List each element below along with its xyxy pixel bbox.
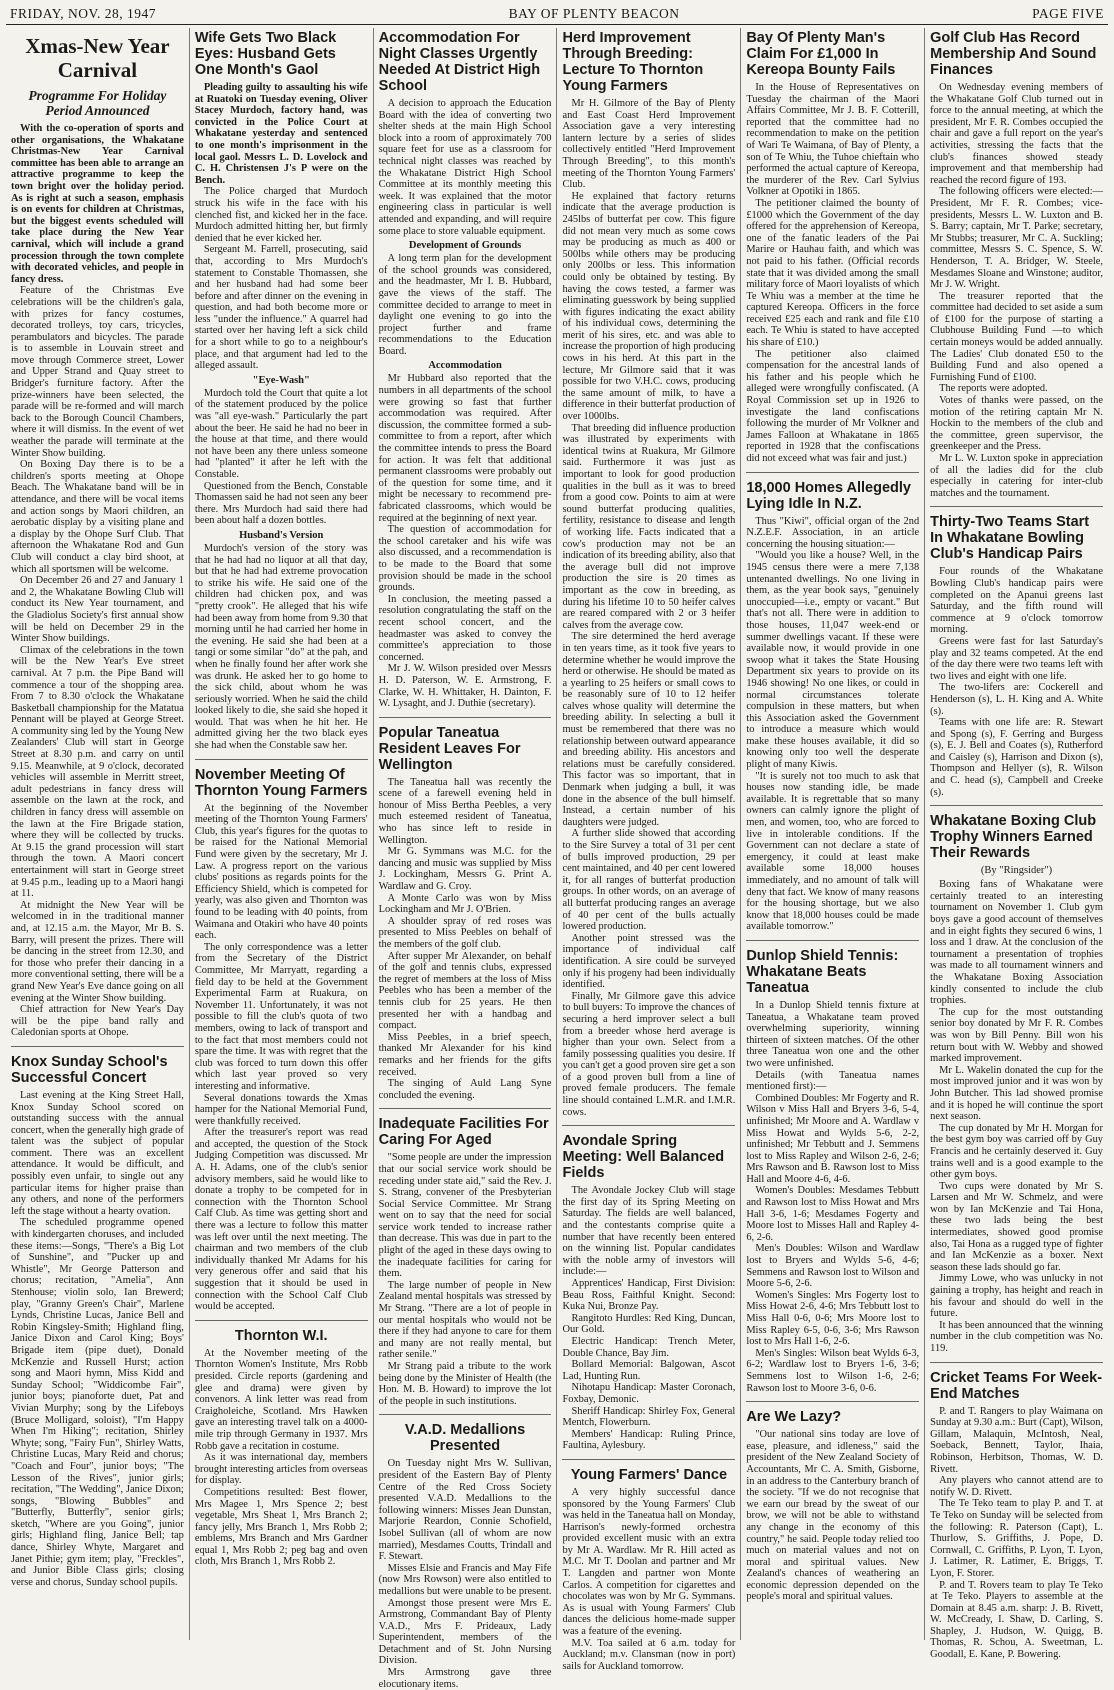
article-paragraph: Teams with one life are: R. Stewart and Spong (s), F. Gerring and Burgess (s), E. J. Bell and Coates (s), Rutherford and Caisley (s), Harrison and Dixon (s), Thompson and Hellyer (s), R. Wilson and C. head (s), Campbell and Creeke (s). — [930, 717, 1103, 798]
article-headline: Thornton W.I. — [234, 1327, 328, 1344]
article — [930, 30, 1103, 499]
article-paragraph: Combined Doubles: Mr Fogerty and R. Wilson v Miss Hall and Bryers 3-6, 5-4, unfinished; Mr Moore and A. Wardlaw v Miss Howat and Wylds 5-6, 2-2, unfinished; Mr Tebbutt and J. Semmens lost to Miss Rapley and Wilson 2-6, 2-6; Mrs Rawson and B. Rawson lost to Miss Hall and Moore 4-6, 4-6. — [746, 1092, 920, 1185]
article-paragraph: P. and T. Rangers to play Waimana on Sunday at 9.30 a.m.: Burt (Capt), Wilson, Gillam, Malaquin, McIntosh, Neal, Soeback, Bennett, Taylor, Ihaia, Robinson, Herbitson, Thomas, W. D. Rivett. — [930, 1405, 1103, 1475]
article-paragraph: At the November meeting of the Thornton Women's Institute, Mrs Robb presided. Circle reports (gardening and glee and drama) were given by convenors. A link letter was read from Craigholeiche, Scotland. Mrs Hawken gave an interesting travel talk on a 4000-mile trip through Germany in 1937. Mrs Robb gave a recitation in costume. — [194, 1347, 368, 1452]
article-paragraph: Sheriff Handicap: Shirley Fox, General Mentch, Flowerburn. — [562, 1405, 736, 1429]
article-paragraph: Any players who cannot attend are to notify W. D. Rivett. — [930, 1475, 1103, 1498]
column-5 — [740, 28, 924, 1640]
article-paragraph: "Some people are under the impression that our social service work should be receding under state aid," said the Rev. J. S. Strang, convener of the Presbyterian Social Service Committee. Mr Strang went on to say that the need for social service work tended to increase rather than decrease. This was due in part to the plight of the aged in these days owing to the inadequate facilities for caring for them. — [378, 1152, 552, 1280]
article-paragraph: A Monte Carlo was won by Miss Lockingham and Mr J. O'Brien. — [378, 892, 552, 916]
article-paragraph: Four rounds of the Whakatane Bowling Club's handicap pairs were completed on the Apanui greens last Saturday, and the fifth round will commence at 9 o'clock tomorrow morning. — [930, 566, 1103, 636]
article-paragraph: "It is surely not too much to ask that houses now standing idle, be made available. It is regrettable that so many owners can calmly ignore the plight of men, and women, too, who are forced to live in intolerable conditions. If the Government can not declare a state of emergency, it could at least make available some 18,000 houses immediately, and no amount of talk will deny that fact. We know of many reasons for the housing shortage, but we also know that 18,000 houses could be made available tomorrow." — [746, 770, 920, 933]
article-paragraph: The only correspondence was a letter from the Secretary of the District Committee, Mr Marryatt, regarding a field day to be held at the Government Experimental Farm at Ruakura, on November 11. Unfortunately, it was not possible to fill the club's quota of two members, owing to lack of transport and to the fact that most members could not spare the time. It was with regret that the club was forced to turn down this offer which last year proved so very interesting and informative. — [194, 941, 368, 1092]
article — [379, 1414, 552, 1690]
article-paragraph: As it was international day, members brought interesting articles from overseas for display. — [194, 1452, 368, 1487]
article-paragraph: On Tuesday night Mrs W. Sullivan, president of the Eastern Bay of Plenty Centre of the Red Cross Society presented V.A.D. Medallions to the following winners: Misses Jean Dunstan, Marjorie Reardon, Connie Schofield, Isobel Sullivan (all of whom are now married), Mesdames Coutts, Trindall and F. Stewart. — [378, 1458, 552, 1563]
article-paragraph: On Boxing Day there is to be a children's sports meeting at Ohope Beach. The Whakatane band will be in attendance, and there will be vocal items and action songs by Maori children, an aerobatic display by a visiting plane and a display by the Ohope Surf Club. That afternoon the Whakatane Rod and Gun Club will conduct a clay bird shoot, at which all sportsmen will be welcome. — [11, 459, 184, 575]
column-1 — [6, 28, 189, 1640]
article — [746, 472, 919, 933]
article-paragraph: Mr G. Symmans was M.C. for the dancing and music was supplied by Miss J. Lockingham, Messrs G. Print A. Wardlaw and G. Croy. — [378, 846, 552, 893]
article-paragraph: The large number of people in New Zealand mental hospitals was stressed by Mr Strang. "There are a lot of people in our mental hospitals who would not be there if they had anyone to care for them and many are not really mental, but rather senile." — [378, 1279, 552, 1361]
article-paragraph: Boxing fans of Whakatane were certainly treated to an interesting tournament on November 1. Club gym boys gave a good account of themselves and in eight fights they secured 6 wins, 1 loss and 1 draw. At the conclusion of the tournament a presentation of trophies was made to all tournament winners and the Whakatane Boxing Association kindly consented to include the club trophies. — [930, 879, 1103, 1007]
article — [746, 1401, 919, 1603]
article-paragraph: The petitioner claimed the bounty of £1000 which the Government of the day offered for the apprehension of Kereopa, one of the fanatic leaders of the Pai Marire or Hauhau faith, and which was not paid to his father. (Official records state that it was divided among the small military force of Maori loyalists of which Te Whiu was a member at the time he captured Kereopa. Officers in the force received £25 each and rank and file £10 each. Te Whiu is stated to have accepted his share of £10.) — [746, 197, 920, 349]
article — [746, 30, 919, 465]
article-paragraph: Two cups were donated by Mr S. Larsen and Mr W. Schmelz, and were won by Ian McKenzie and Tai Hona, these two lads being the best intermediates, showed good promise also, Tai Hona as a rugged type of fighter and Ian McKenzie as a boxer. Next season these lads should go far. — [930, 1180, 1103, 1273]
article-paragraph: Pleading guilty to assaulting his wife at Ruatoki on Tuesday evening, Oliver Stacey Murdoch, factory hand, was convicted in the Police Court at Whakatane yesterday and sentenced to one month's imprisonment in the local gaol. Messrs L. D. Lovelock and C. H. Christensen J's P were on the Bench. — [194, 82, 368, 186]
article-paragraph: On December 26 and 27 and January 1 and 2, the Whakatane Bowling Club will conduct its New Year tournament, and the Gladiolus Society's first annual show will be held on December 29 in the Winter Show buildings. — [11, 575, 184, 645]
article-headline: Cricket Teams For Week-End Matches — [930, 1369, 1103, 1402]
article-columns — [6, 28, 1108, 1690]
article-paragraph: The sire determined the herd average in ten years time, as it took five years to determine whether he would improve the herd or otherwise. He should be mated as a yearling to 25 heifers or small cows to be reasonably sure of 10 to 12 heifer calves whose quality will determine the breeding ability. In selecting a bull it must be remembered that there was no relationship between outward appearance and breeding ability. His ancestors and relations must be carefully considered. This factor was so important, that in Denmark when judging a bull, it was done in the absence of the bull himself. Instead, a certain number of his daughters were judged. — [562, 631, 736, 828]
article-paragraph: The cup donated by Mr H. Morgan for the best gym boy was carried off by Guy Francis and he certainly deserved it. Guy trains well and is a good example to the other gym boys. — [930, 1122, 1103, 1181]
article-paragraph: At midnight the New Year will be welcomed in in the traditional manner and, at 12.15 a.m. the Mayor, Mr B. S. Barry, will present the prizes. There will be dancing in the street from 12.30, and for those who prefer their dancing in a more conventional setting, there will be a grand New Year's Eve dance going on all evening at the Winter Show building. — [11, 899, 184, 1004]
article-paragraph: Mr L. Wakelin donated the cup for the most improved junior and it was won by John Butcher. This lad showed promise and it is hoped he will continue the sport next season. — [930, 1064, 1103, 1123]
article-headline: Herd Improvement Through Breeding: Lecture To Thornton Young Farmers — [562, 30, 704, 94]
article-headline: Knox Sunday School's Successful Concert — [11, 1053, 168, 1086]
article — [11, 34, 184, 1039]
article-paragraph: Sergeant M. Farrell, prosecuting, said that, according to Mrs Murdoch's statement to Constable Thomassen, she and her husband had had some beer before and after dinner on the evening in question, and had both become more or less "under the influence." A quarrel had started over her having left a sick child for a short while to go to a neighbour's place, and that argument had led to the alleged assault. — [194, 244, 368, 372]
article-paragraph: The Te Teko team to play P. and T. at Te Teko on Sunday will be selected from the following: R. Paterson (Capt), L. Thurlow, S. Griffiths, J. Pope, D. Cornwall, C. Griffiths, P. Lyon, T. Lyon, J. Latimer, R. Latimer, E. Briggs, T. Lyon, F. Storer. — [930, 1498, 1103, 1579]
article-paragraph: P. and T. Rovers team to play Te Teko at Te Teko. Players to assemble at the Domain at 8.45 a.m. sharp: J. B. Rivett, W. McCready, I. Shaw, D. Carling, S. Shapley, J. Hudson, W. Quigg, B. Thomas, R. Schou, A. Sweetman, L. Goodall, E. Kane, P. Bowering. — [930, 1579, 1103, 1661]
article-paragraph: The singing of Auld Lang Syne concluded the evening. — [378, 1078, 552, 1101]
masthead — [6, 2, 1108, 25]
article-paragraph: He explained that factory returns indicate that the average production is 245lbs of butterfat per cow. This figure did not mean very much as some cows may be producing as much as 400 or 500lbs while others may be producing only 200lbs or less. This information could only be obtained by testing. By having the cows tested, a farmer was eliminating guesswork by being supplied with figures indicating the exact ability of his individual cows, determining the merit of his sires, etc. and was able to increase the proportion of high producing cows in his herd. At this part in the lecture, Mr Gilmore said that it was possible for two V.H.C. cows, producing the same amount of milk, to have a difference in their butterfat production of over 1000lbs. — [562, 190, 736, 423]
article-headline: Accommodation For Night Classes Urgently Needed At District High School — [378, 30, 541, 94]
article-paragraph: That breeding did influence production was illustrated by experiments with identical twins at Ruakura, Mr Gilmore said. Furthermore it was just as important to look for good production qualities in the bull as it was to breed from a good cow. Points to aim at were sound butterfat producing qualities, fertility, resistance to disease and length of working life. Facts indicated that a cow's production may not be an indication of its breeding ability, also that the average bull did not improve production the sire is 20 times as important as the cow in breeding, as during his lifetime 10 to 50 heifer calves are reared compared with 2 or 3 heifer calves from the average cow. — [562, 422, 736, 631]
masthead-page-number: PAGE FIVE — [1032, 6, 1104, 21]
article-headline: Whakatane Boxing Club Trophy Winners Earned Their Rewards — [930, 813, 1097, 862]
article-paragraph: Mr J. W. Wilson presided over Messrs H. D. Paterson, W. E. Armstrong, F. Clarke, W. H. Whittaker, H. Dainton, F. W. Lysaght, and J. Duthie (secretary). — [378, 663, 552, 710]
article-paragraph: Men's Singles: Wilson beat Wylds 6-3, 6-2; Wardlaw lost to Bryers 1-6, 3-6; Semmens lost to Wilson 1-6, 2-6; Rawson lost to Moore 3-6, 0-6. — [746, 1347, 920, 1394]
article-subheading: "Eye-Wash" — [252, 374, 310, 386]
article-paragraph: On Wednesday evening members of the Whakatane Golf Club turned out in force to the annual meeting, at which the president, Mr F. R. Combes occupied the chair and gave a full report on the year's activities, stressing the facts that the club's finances showed steady improvement and that membership had reached the record figure of 193. — [930, 82, 1103, 186]
article-paragraph: Mrs Armstrong gave three elocutionary items. — [378, 1667, 552, 1690]
article-paragraph: Another point stressed was the importance of individual calf identification. A sire could be surveyed only if his progeny had been individually identified. — [562, 932, 736, 991]
article-paragraph: Climax of the celebrations in the town will be the New Year's Eve street carnival. At 7 p.m. the Pipe Band will commence a tour of the shopping area. From 7 to 8.30 o'clock the Whakatane Basketball championship for the Matatua Pennant will be played at George Street. A community sing led by the Young New Zealanders' Club will start in George Street at 8.30 p.m. and carry on until 9.15. Meanwhile, at 9 o'clock, decorated vehicles will assemble in Merritt street, adult pedestrians in fancy dress will assemble on the lawn at the rock, and children in fancy dress will assemble on the lawn at the Fire Brigade station, where they will be collected by trucks. At 9.15 the grand procession will start through the town. A Maori concert entertainment will start in George street at 9.45 p.m., leading up to a Maori hangi at 11. — [11, 644, 184, 900]
article-paragraph: The two-lifers are: Cockerell and Henderson (s), L. H. King and A. White (s). — [930, 682, 1103, 717]
masthead-date: FRIDAY, NOV. 28, 1947 — [10, 6, 157, 21]
article-paragraph: After supper Mr Alexander, on behalf of the golf and tennis clubs, expressed the regret of members at the loss of Miss Peebles who has been a member of the tennis club for 25 years. He then presented her with a handbag and compact. — [378, 950, 552, 1032]
article-paragraph: The treasurer reported that the committee had decided to set aside a sum of £100 for the purpose of starting a Clubhouse Building Fund —to which certain moneys would be added annually. The Ladies' Club donated £50 to the Building Fund and also opened a Furnishing Fund of £100. — [930, 290, 1103, 383]
article-headline: 18,000 Homes Allegedly Lying Idle In N.Z. — [746, 479, 911, 512]
article-headline: Dunlop Shield Tennis: Whakatane Beats Taneatua — [746, 947, 899, 996]
article-paragraph: Finally, Mr Gilmore gave this advice to bull buyers: To improve the chances of securing a herd improver select a bull from a breeder whose herd average is higher than your own. Select from a family possessing qualities you desire. If you can't get a good proven sire get a son of a good proven bull from a line of proved female producers. The female line should contained L.M.R. and I.M.R. cows. — [562, 990, 736, 1118]
article-paragraph: Misses Elsie and Francis and May Fife (now Mrs Rowson) were also entitled to medallions but were unable to be present. — [378, 1562, 552, 1597]
article-headline: November Meeting Of Thornton Young Farmers — [194, 766, 368, 799]
article — [930, 1362, 1103, 1661]
article — [195, 1320, 368, 1568]
article-paragraph: Feature of the Christmas Eve celebrations will be the children's gala, with prizes for fancy costumes, decorated trolleys, toy cars, tricycles, perambulators and bicycles. The parade is to assemble in Louvain street and move through Commerce street, Lower and Upper Strand and Quay street to Bridger's furniture factory. After the prize-winners have been selected, the parade will be re-formed and will march back to the Borough Council Chambers, where it will dismiss. In the event of wet weather the parade will terminate at the Winter Show building. — [11, 285, 184, 459]
article-paragraph: Chief attraction for New Year's Day will be the pipe band rally and Caledonian sports at Ohope. — [11, 1004, 184, 1039]
article-paragraph: M.V. Toa sailed at 6 a.m. today for Auckland; m.v. Clansman (now in port) sails for Auckland tomorrow. — [562, 1637, 736, 1672]
article-paragraph: The cup for the most outstanding senior boy donated by Mr F. R. Combes was won by Bill Penny. Bill won his return bout with W. Webby and showed marked improvement. — [930, 1006, 1103, 1065]
article-paragraph: The Avondale Jockey Club will stage the first day of its Spring Meeting on Saturday. The fields are well balanced, and the contestants comprise quite a number that have recently been entered on the winning list. Popular candidates with the noble army of investors will include:— — [562, 1185, 736, 1278]
article-subheading: Development of Grounds — [408, 240, 522, 252]
article-paragraph: A very highly successful dance sponsored by the Young Farmers' Club was held in the Taneatua hall on Monday, Harrison's newly-formed orchestra provided excellent music with an extra by Mr A. Wardlaw. Mr R. Hill acted as M.C. Mr T. Doolan and partner and Mr T. Langden and partner won Monte Carlos. A competition for cigarettes and chocolates was won by Mr G. Symmans. As is usual with Young Farmers' Club dances the delicious home-made supper was a feature of the evening. — [562, 1486, 736, 1638]
column-2 — [189, 28, 373, 1640]
article-paragraph: In a Dunlop Shield tennis fixture at Taneatua, a Whakatane team proved overwhelming superiority, winning thirteen of sixteen matches. Of the other three Taneatua won one and the other two were unfinished. — [746, 999, 920, 1069]
article-paragraph: Bollard Memorial: Balgowan, Ascot Lad, Hunting Run. — [562, 1359, 736, 1382]
article-paragraph: The reports were adopted. — [939, 383, 1048, 395]
article — [379, 1108, 552, 1407]
article-paragraph: Murdoch told the Court that quite a lot of the statement produced by the police was "all eye-wash." Particularly the part about the beer. He said he had no beer in the house at that time, and there would not have been any there unless someone had "planted" it after he left with the Constable. — [194, 387, 368, 480]
article-paragraph: The scheduled programme opened with kindergarten choruses, and included these items:—Songs, "There's a Big Lot of Sunshine", and "Pucker up and Whistle", Mr George Patterson and chorus; recitation, "Amelia", Ann Stenhouse; violin solo, Ian Brewerd; play, "Granny Green's Chair", Marlene Lynds, Christine Lucas, Janice Bell and Robin Kingsley-Smith; Highland fling, Janice Dixon and Carol King; Boys' Brigade item (pipe duet), Donald McKenzie and Russell Hurst; action song and Maori hymn, Miss Kidd and Sunday School; "Widdicombe Fair", junior boys; pianoforte duet, Pat and Vivian Murphy; song by the Lifeboys (Bruce Molligard, soloist), "I'm Happy When I'm Hiking"; recitation, Shirley Whyte; song, "Fairy Fun", Shirley Watts, Christine Lucas, Mary Reid and chorus; "Coach and Four", junior boys; "The Lesson of the Rives", junior girls; recitation, "The Wedding", Janice Dixon; songs, "Blowing Bubbles" and "Butterfly, Butterfly", senior girls; sketch, "Where are you Going", junior girls; Highland fling, Janice Bell; tap dance, Shirley Whyte, Margaret and Janet Pithie; gym item; play, "Freckles", and Junior Bible Class girls; closing verse and chorus, Sunday school pupils. — [11, 1217, 184, 1588]
article-paragraph: Members' Handicap: Ruling Prince, Faultina, Aylesbury. — [562, 1428, 736, 1452]
article-paragraph: Questioned from the Bench, Constable Thomassen said he had not seen any beer there. Mrs Murdoch had said there had been about half a dozen bottles. — [194, 480, 368, 527]
article-paragraph: The following officers were elected:—President, Mr F. R. Combes; vice-presidents, Messrs L. W. Luxton and B. S. Barry; captain, Mr T. Parke; secretary, Mr Stubbs; treasurer, Mr C. A. Suckling; committee, Messrs S. C. Spence, S. W. Henderson, T. A. Bridger, W. Steele, Mesdames Sloane and Winstone; auditor, Mr J. W. Wright. — [930, 186, 1103, 291]
article-paragraph: A decision to approach the Education Board with the idea of converting two shelter sheds at the main High School block into a room of approximately 700 square feet for use as a classroom for technical night classes was reached by the Whakatane District High School Committee at its monthly meeting this week. It was explained that the motor engineering class in particular is well attended and expanding, and will require some place to store valuable equipment. — [378, 98, 552, 237]
article-paragraph: The petitioner also claimed compensation for the ancestral lands of his father and his people which he alleged were wrongfully confiscated. (A Royal Commission set up in 1926 to investigate the land confiscations following the murder of Mr Volkner and James Falloon at Whakatane in 1865 reported in 1928 that the confiscations did not exceed what was fair and just.) — [746, 348, 920, 464]
article-paragraph: The question of accommodation for the school caretaker and his wife was also discussed, and a recommendation is to be made to the Board that some provision should be made in the school grounds. — [378, 524, 552, 594]
article-headline: Bay Of Plenty Man's Claim For £1,000 In Kereopa Bounty Fails — [746, 30, 896, 78]
article-byline: (By "Ringsider") — [980, 865, 1053, 877]
article-headline: Wife Gets Two Black Eyes: Husband Gets One Month's Gaol — [194, 30, 337, 78]
article-paragraph: Mr L. W. Luxton spoke in appreciation of all the ladies did for the club especially in catering for inter-club matches and the tournament. — [930, 453, 1103, 499]
article — [930, 805, 1103, 1354]
article-paragraph: Nihotapu Handicap: Master Coronach, Foxbay, Demonic. — [562, 1382, 736, 1405]
article-paragraph: Competitions resulted: Best flower, Mrs Magee 1, Mrs Spence 2; best vegetable, Mrs Sheat 1, Mrs Branch 2; fancy jelly, Mrs Branch 1, Mrs Robb 2; emblems, Mrs Branch and Mrs Gardner equal 1, Mrs Robb 2; peg bag and oven cloth, Mrs Branch 1, Mrs Robb 2. — [194, 1486, 368, 1568]
article-paragraph: With the co-operation of sports and other organisations, the Whakatane Christmas-New Year Carnival committee has been able to arrange an attractive programme to keep the town bright over the holiday period. As is right at such a season, emphasis is on events for children at Christmas, but the biggest events scheduled will take place during the New Year carnival, which will include a grand procession through the town complete with decorated vehicles, and people in fancy dress. — [11, 123, 184, 285]
article-headline: V.A.D. Medallions Presented — [404, 1422, 526, 1455]
article-paragraph: Men's Doubles: Wilson and Wardlaw lost to Bryers and Wylds 5-6, 4-6; Semmens and Rawson lost to Wilson and Moore 5-6, 2-6. — [746, 1243, 920, 1290]
article-paragraph: Rangitoto Hurdles: Red King, Duncan, Our Gold. — [562, 1312, 736, 1336]
article-paragraph: Last evening at the King Street Hall, Knox Sunday School scored on outstanding success with the annual concert, when the generally high grade of talent was the subject of popular comment. There was an excellent attendance. It would be difficult, and possibly even unfair, to single out any particular items for higher praise than any others, and none of the performers left the stage without a hearty ovation. — [11, 1089, 184, 1217]
article-paragraph: In conclusion, the meeting passed a resolution congratulating the staff on the recent school concert, and the headmaster was asked to convey the committee's appreciation to those concerned. — [378, 593, 552, 663]
article-paragraph: A long term plan for the development of the school grounds was considered, and the headmaster, Mr I. B. Hubbard, gave the views of the staff. The committee decided to arrange to meet in daylight one evening to go into the project further and frame recommendations to the Education Board. — [378, 253, 552, 357]
article-paragraph: Greens were fast for last Saturday's play and 32 teams competed. At the end of the day there were two teams left with two lives and eight with one life. — [930, 635, 1103, 682]
article-deck: Programme For Holiday Period Announced — [28, 88, 167, 118]
article-headline: Popular Taneatua Resident Leaves For Wellington — [378, 724, 521, 773]
article-subheading: Husband's Version — [239, 529, 324, 541]
article-headline: Thirty-Two Teams Start In Whakatane Bowling Club's Handicap Pairs — [930, 514, 1090, 563]
article-paragraph: Votes of thanks were passed, on the motion of the retiring captain Mr N. Hockin to the members of the club and the committee, green supervisor, the greenkeeper and the Press. — [930, 395, 1103, 453]
article-paragraph: In the House of Representatives on Tuesday the chairman of the Maori Affairs Committee, Mr J. B. F. Cotterill, reported that the committee had no recommendation to make on the petition of Wari Te Waimana, of Bay of Plenty, a son of Te Whiu, the Tuhoe chieftain who performed the actual capture of Kereopa, the murderer of the Rev. Carl Sylvius Volkner at Opotiki in 1865. — [746, 82, 920, 198]
article-paragraph: Details (with Taneatua names mentioned first):— — [746, 1069, 920, 1093]
article-headline: Avondale Spring Meeting: Well Balanced Fields — [562, 1133, 725, 1182]
article-paragraph: Miss Peebles, in a brief speech, thanked Mr Alexander for his kind remarks and her friends for the gifts received. — [378, 1031, 552, 1078]
article-paragraph: Amongst those present were Mrs E. Armstrong, Commandant Bay of Plenty V.A.D., Mrs F. Prideaux, Lady Superintendent, members of the Detachment and of St. John Nursing Division. — [378, 1597, 552, 1667]
column-4 — [556, 28, 740, 1672]
article-paragraph: Mr Strang paid a tribute to the work being done by the Minister of Health (the Hon. M. B. Howard) to improve the lot of the people in such institutions. — [378, 1361, 552, 1407]
article-paragraph: Thus "Kiwi", official organ of the 2nd N.Z.E.F. Association, in an article concerning the housing situation:— — [746, 515, 920, 550]
article — [562, 1125, 735, 1452]
article-subheading: Accommodation — [428, 360, 502, 372]
article — [195, 30, 368, 752]
masthead-title: BAY OF PLENTY BEACON — [508, 6, 680, 21]
article-paragraph: Electric Handicap: Trench Meter, Double Chance, Bay Jim. — [562, 1335, 736, 1359]
article-paragraph: "Our national sins today are love of ease, pleasure, and idleness," said the president of the New Zealand Society of Accountants, Mr C. A. Smith, Gisborne, in an address to the Canterbury branch of the society. "If we do not recognise that we earn our bread by the sweat of our brow, we will not be able to withstand any change in the economy of this country," he said. People today relied too much on material values and not on moral and spiritual values. New Zealand's chances of weathering an economic depression depended on the people's moral and spiritual values. — [746, 1429, 920, 1603]
article — [746, 940, 919, 1394]
article-paragraph: Women's Doubles: Mesdames Tebbutt and Rawson lost to Miss Howat and Mrs Hall 3-6, 1-6; Mesdames Fogerty and Moore lost to Misses Hall and Rapley 4-6, 2-6. — [746, 1185, 920, 1243]
article-paragraph: Mr H. Gilmore of the Bay of Plenty and East Coast Herd Improvement Association gave a very interesting lantern lecture by a series of slides collectively entitled "Herd Improvement Through Breeding", to this month's meeting of the Thornton Young Farmers' Club. — [562, 98, 736, 191]
article-paragraph: At the beginning of the November meeting of the Thornton Young Farmers' Club, this year's figures for the quotas to be raised for the National Memorial Fund were given by the secretary, Mr J. Law. A progress report on the various clubs' positions as regards points for the Efficiency Shield, which is competed for yearly, was also given and Thornton was found to be leading with 40 points, from Waimana and Otakiri who have 40 points each. — [194, 802, 368, 942]
article — [379, 717, 552, 1102]
article-headline: Young Farmers' Dance — [570, 1466, 728, 1483]
article-headline: Are We Lazy? — [746, 1409, 842, 1426]
article-paragraph: Women's Singles: Mrs Fogerty lost to Miss Howat 2-6, 4-6; Mrs Tebbutt lost to Miss Hall 0-6, 0-6; Mrs Moore lost to Miss Rapley 6-5, 0-6, 3-6; Mrs Rawson lost to Mrs Hall 1-6, 2-6. — [746, 1289, 920, 1348]
article-paragraph: The Taneatua hall was recently the scene of a farewell evening held in honour of Miss Bertha Peebles, a very much esteemed resident of Taneatua, who has since left to reside in Wellington. — [378, 776, 552, 846]
article-paragraph: A further slide showed that according to the Sire Survey a total of 31 per cent of bulls improved production, 29 per cent maintained, and 40 per cent lowered it, for all ranges of butterfat production groups. In other words, on an average of all butterfat producing ranges an average of 40 per cent of the bulls actually lowered production. — [562, 828, 736, 933]
article — [195, 759, 368, 1313]
article-paragraph: After the treasurer's report was read and accepted, the question of the Stock Judging Competition was discussed. Mr A. H. Adams, one of the club's senior advisory members, said he would like to donate a trophy to be competed for in connection with the Thornton School Calf Club. As time was getting short and there was a lecture to follow this matter was left over until the next meeting. The chairman and two members of the club individually thanked Mr Adams for his very generous offer and said that his suggestion that it should be used in connection with the School Calf Club would be accepted. — [194, 1127, 368, 1313]
article-paragraph: A shoulder spray of red roses was presented to Miss Peebles on behalf of the members of the golf club. — [378, 915, 552, 950]
article — [11, 1046, 184, 1589]
article-paragraph: "Would you like a house? Well, in the 1945 census there were a mere 7,138 untenanted dwellings. No one living in them, as the year book says, "genuinely unoccupied—i.e., empty or vacant." But that's not all. There were in addition to those houses, 11,047 week-end or summer dwellings vacant. If these were available now, it would provide in one swoop what it takes the State Housing Department six years to provide on its 1946 showing! No one likes, or could in normal circumstances tolerate compulsion in these matters, but when this Association asked the Government to introduce a measure which would make these houses available, it did so knowing only too well the desperate plight of many Kiwis. — [746, 550, 920, 771]
article-paragraph: Apprentices' Handicap, First Division: Beau Ross, Faithful Knight. Second: Kuka Nui, Bronze Pay. — [562, 1278, 736, 1313]
article-paragraph: Jimmy Lowe, who was unlucky in not gaining a trophy, has height and reach in his favour and should do well in the future. — [930, 1273, 1103, 1320]
article-paragraph: It has been announced that the winning number in the club competition was No. 119. — [930, 1319, 1103, 1354]
column-3 — [373, 28, 557, 1690]
article-paragraph: The Police charged that Murdoch struck his wife in the face with his clenched fist, and kicked her in the face. Murdoch admitted hitting her, but firmly denied that he ever kicked her. — [194, 186, 368, 244]
article-headline: Xmas-New Year Carnival — [25, 34, 170, 82]
article-headline: Golf Club Has Record Membership And Sound Finances — [930, 30, 1097, 78]
column-6 — [924, 28, 1108, 1661]
article-paragraph: Several donations towards the Xmas hamper for the National Memorial Fund, were thankfully received. — [194, 1092, 368, 1127]
article — [562, 1459, 735, 1673]
article-paragraph: Mr Hubbard also reported that the numbers in all departments of the school were growing so fast that further accommodation was required. After discussion, the committee formed a sub-committee to from a report, after which the committee intends to press the Board for action. It was felt that additional permanent classrooms were probably out of the question for some time, and it might be necessary to recommend pre-fabricated classrooms, which would be required at the beginning of next year. — [378, 373, 552, 524]
article-headline: Inadequate Facilities For Caring For Aged — [378, 1116, 549, 1149]
article — [562, 30, 735, 1118]
article — [930, 506, 1103, 798]
article — [379, 30, 552, 710]
article-paragraph: Murdoch's version of the story was that he had had no liquor at all that day, but that he had had extreme provocation to strike his wife. He said one of the children had chicken pox, and was "pretty crook". He alleged that his wife had been away from home from 9.30 that morning until he had carried her home in the evening. He said she had been at a tangi or some similar "do" at the pah, and when he finally found her after work she was drunk. He asked her to go home to the sick child, about whom he was seriously worried. When he said the child looked likely to die, she said she hoped it would. That was when he hit her. He admitted giving her the two black eyes she had when the Constable saw her. — [194, 542, 368, 752]
